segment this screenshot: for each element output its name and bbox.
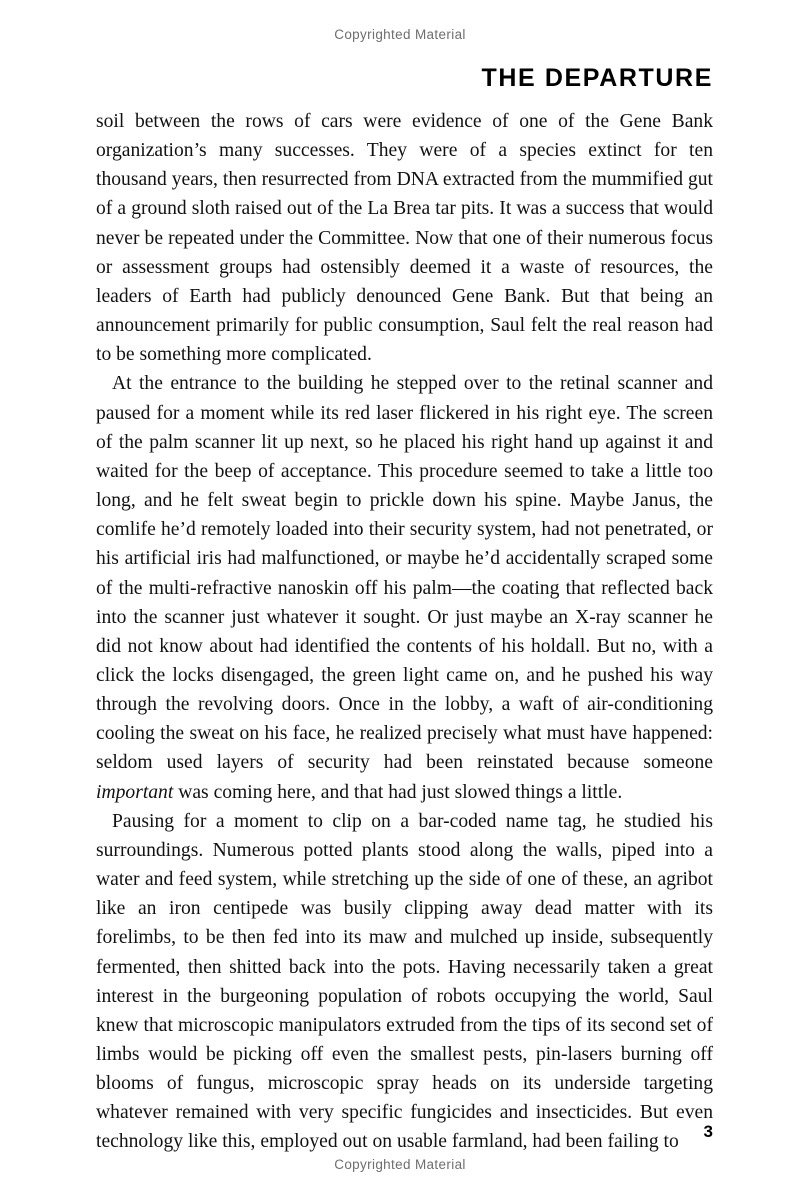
body-paragraph-2-part-2: was coming here, and that had just slowed things a little. (173, 781, 623, 803)
body-paragraph-2-part-1: At the entrance to the building he stepped over to the retinal scanner and paused for a moment while its red laser flickered in his right eye. The screen of the palm scanner lit up next, so he placed his right hand up against it and waited for the beep of acceptance. This procedure seemed to take a little too long, and he felt sweat begin to prickle down his spine. Maybe Janus, the comlife he’d remotely loaded into their security system, had not penetrated, or his artificial iris had malfunctioned, or maybe he’d accidentally scraped some of the multi-refractive nanoskin off his palm—the coating that reflected back into the scanner just whatever it sought. Or just maybe an X-ray scanner he did not know about had identified the contents of his holdall. But no, with a click the locks disengaged, the green light came on, and he pushed his way through the revolving doors. Once in the lobby, a waft of air-conditioning cooling the sweat on his face, he realized precisely what must have happened: seldom used layers of security had been reinstated because someone (96, 373, 713, 774)
body-paragraph-1: soil between the rows of cars were evidence of one of the Gene Bank organization’s many successes. They were of a species extinct for ten thousand years, then resurrected from DNA extracted from the mummified gut of a ground sloth raised out of the La Brea tar pits. It was a success that would never be repeated under the Committee. Now that one of their numerous focus or assessment groups had ostensibly deemed it a waste of resources, the leaders of Earth had publicly denounced Gene Bank. But that being an announcement primarily for public consumption, Saul felt the real reason had to be something more complicated. (96, 111, 713, 366)
body-paragraph-3: Pausing for a moment to clip on a bar-coded name tag, he studied his surroundings. Numerous potted plants stood along the walls, piped into a water and feed system, while stretching up the side of one of these, an agribot like an iron centipede was busily clipping away dead matter with its forelimbs, to be then fed into its maw and mulched up inside, subsequently fermented, then shitted back into the pots. Having necessarily taken a great interest in the burgeoning population of robots occupying the world, Saul knew that microscopic manipulators extruded from the tips of its second set of limbs would be picking off even the smallest pests, pin-lasers burning off blooms of fungus, microscopic spray heads on its underside targeting whatever remained with very specific fungicides and insecticides. But even technology like this, employed out on usable farmland, had been failing to (96, 810, 713, 1153)
page-number: 3 (703, 1122, 713, 1141)
body-paragraph-2 (96, 369, 713, 806)
copyright-watermark-bottom: Copyrighted Material (334, 1157, 466, 1172)
body-paragraph-2-emphasis: important (96, 781, 174, 803)
copyright-watermark-top: Copyrighted Material (334, 27, 466, 42)
body-text-column (96, 107, 713, 1157)
chapter-title: THE DEPARTURE (481, 64, 713, 92)
